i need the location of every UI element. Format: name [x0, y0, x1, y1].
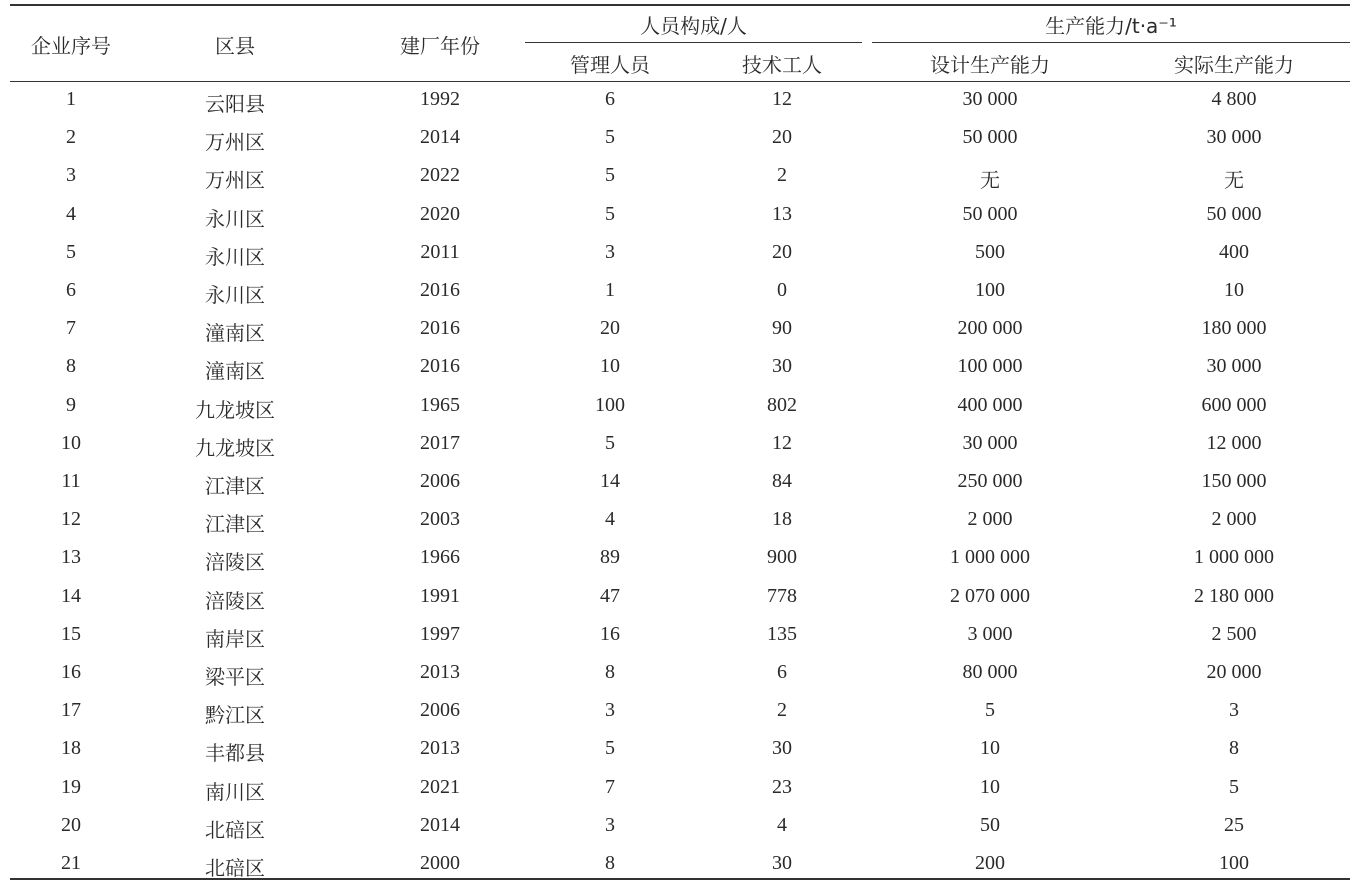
- cell-district: 黔江区: [205, 703, 265, 727]
- header-managers: 管理人员: [570, 53, 650, 77]
- cell-design: 100 000: [957, 355, 1023, 377]
- cell-actual: 12 000: [1206, 432, 1262, 454]
- cell-actual: 25: [1224, 814, 1244, 836]
- cell-year: 1992: [420, 88, 460, 110]
- cell-actual: 2 000: [1211, 508, 1257, 530]
- cell-actual: 1 000 000: [1194, 546, 1274, 568]
- cell-managers: 8: [605, 661, 615, 683]
- cell-actual: 180 000: [1201, 317, 1267, 339]
- cell-design: 200 000: [957, 317, 1023, 339]
- header-rule: [10, 81, 1350, 82]
- cell-actual: 150 000: [1201, 470, 1267, 492]
- cell-year: 2016: [420, 317, 460, 339]
- cell-id: 5: [66, 241, 76, 263]
- cell-workers: 4: [777, 814, 787, 836]
- cell-design: 400 000: [957, 394, 1023, 416]
- cell-design: 500: [975, 241, 1005, 263]
- cell-managers: 1: [605, 279, 615, 301]
- cell-actual: 30 000: [1206, 126, 1262, 148]
- cell-year: 1997: [420, 623, 460, 645]
- cell-year: 2016: [420, 279, 460, 301]
- cell-workers: 2: [777, 699, 787, 721]
- cell-actual: 50 000: [1206, 203, 1262, 225]
- cell-workers: 18: [772, 508, 792, 530]
- cell-id: 21: [61, 852, 81, 874]
- cell-year: 2000: [420, 852, 460, 874]
- cell-id: 11: [61, 470, 81, 492]
- cell-year: 1966: [420, 546, 460, 568]
- cell-id: 17: [61, 699, 81, 721]
- cell-managers: 5: [605, 737, 615, 759]
- cell-district: 万州区: [205, 168, 265, 192]
- cell-district: 永川区: [205, 207, 265, 231]
- cell-managers: 8: [605, 852, 615, 874]
- cell-design: 80 000: [962, 661, 1018, 683]
- cell-id: 2: [66, 126, 76, 148]
- cell-actual: 10: [1224, 279, 1244, 301]
- capacity-group-rule: [872, 42, 1350, 43]
- cell-id: 9: [66, 394, 76, 416]
- cell-actual: 30 000: [1206, 355, 1262, 377]
- cell-managers: 47: [600, 585, 620, 607]
- cell-actual: 400: [1219, 241, 1249, 263]
- cell-district: 涪陵区: [205, 550, 265, 574]
- cell-workers: 2: [777, 164, 787, 186]
- cell-year: 2016: [420, 355, 460, 377]
- cell-managers: 20: [600, 317, 620, 339]
- cell-district: 南岸区: [205, 627, 265, 651]
- cell-workers: 802: [767, 394, 797, 416]
- cell-workers: 900: [767, 546, 797, 568]
- cell-design: 30 000: [962, 432, 1018, 454]
- cell-design: 50 000: [962, 126, 1018, 148]
- cell-workers: 12: [772, 88, 792, 110]
- header-actual-capacity: 实际生产能力: [1174, 53, 1294, 77]
- staff-group-rule: [525, 42, 862, 43]
- cell-year: 2020: [420, 203, 460, 225]
- cell-workers: 12: [772, 432, 792, 454]
- cell-district: 万州区: [205, 130, 265, 154]
- cell-id: 4: [66, 203, 76, 225]
- cell-year: 2013: [420, 737, 460, 759]
- cell-id: 20: [61, 814, 81, 836]
- cell-id: 18: [61, 737, 81, 759]
- cell-managers: 89: [600, 546, 620, 568]
- cell-id: 12: [61, 508, 81, 530]
- cell-district: 九龙坡区: [195, 436, 275, 460]
- cell-id: 3: [66, 164, 76, 186]
- cell-managers: 5: [605, 203, 615, 225]
- cell-id: 13: [61, 546, 81, 568]
- cell-actual: 100: [1219, 852, 1249, 874]
- header-workers: 技术工人: [742, 53, 822, 77]
- cell-year: 1965: [420, 394, 460, 416]
- cell-managers: 3: [605, 814, 615, 836]
- cell-workers: 90: [772, 317, 792, 339]
- cell-district: 永川区: [205, 283, 265, 307]
- cell-managers: 6: [605, 88, 615, 110]
- cell-actual: 2 500: [1211, 623, 1257, 645]
- cell-district: 潼南区: [205, 321, 265, 345]
- cell-design: 无: [980, 170, 1000, 192]
- cell-id: 14: [61, 585, 81, 607]
- cell-managers: 100: [595, 394, 625, 416]
- cell-workers: 30: [772, 355, 792, 377]
- header-build-year: 建厂年份: [400, 34, 480, 58]
- cell-design: 50: [980, 814, 1000, 836]
- cell-year: 2014: [420, 126, 460, 148]
- cell-workers: 30: [772, 737, 792, 759]
- cell-district: 丰都县: [205, 741, 265, 765]
- cell-design: 50 000: [962, 203, 1018, 225]
- cell-year: 2006: [420, 699, 460, 721]
- cell-actual: 2 180 000: [1194, 585, 1274, 607]
- cell-year: 2022: [420, 164, 460, 186]
- cell-district: 江津区: [205, 474, 265, 498]
- header-district: 区县: [215, 34, 255, 58]
- cell-district: 潼南区: [205, 359, 265, 383]
- cell-id: 15: [61, 623, 81, 645]
- header-enterprise-id: 企业序号: [31, 34, 111, 58]
- top-rule: [10, 4, 1350, 6]
- cell-workers: 13: [772, 203, 792, 225]
- cell-design: 200: [975, 852, 1005, 874]
- cell-design: 100: [975, 279, 1005, 301]
- cell-design: 30 000: [962, 88, 1018, 110]
- cell-year: 2006: [420, 470, 460, 492]
- cell-id: 10: [61, 432, 81, 454]
- cell-actual: 4 800: [1211, 88, 1257, 110]
- cell-managers: 7: [605, 776, 615, 798]
- cell-district: 南川区: [205, 780, 265, 804]
- cell-district: 梁平区: [205, 665, 265, 689]
- cell-design: 2 000: [967, 508, 1013, 530]
- cell-district: 永川区: [205, 245, 265, 269]
- cell-design: 250 000: [957, 470, 1023, 492]
- data-table: [10, 0, 1350, 882]
- cell-managers: 5: [605, 432, 615, 454]
- header-design-capacity: 设计生产能力: [930, 53, 1050, 77]
- cell-managers: 14: [600, 470, 620, 492]
- cell-year: 2011: [420, 241, 460, 263]
- cell-district: 云阳县: [205, 92, 265, 116]
- cell-district: 北碚区: [205, 856, 265, 880]
- cell-workers: 84: [772, 470, 792, 492]
- cell-managers: 5: [605, 164, 615, 186]
- header-staff-group: 人员构成/人: [640, 14, 747, 38]
- cell-id: 6: [66, 279, 76, 301]
- cell-managers: 3: [605, 699, 615, 721]
- cell-design: 10: [980, 776, 1000, 798]
- cell-workers: 6: [777, 661, 787, 683]
- cell-actual: 8: [1229, 737, 1239, 759]
- cell-design: 1 000 000: [950, 546, 1030, 568]
- cell-design: 2 070 000: [950, 585, 1030, 607]
- cell-actual: 3: [1229, 699, 1239, 721]
- cell-district: 涪陵区: [205, 589, 265, 613]
- cell-year: 1991: [420, 585, 460, 607]
- cell-year: 2014: [420, 814, 460, 836]
- cell-actual: 20 000: [1206, 661, 1262, 683]
- cell-actual: 无: [1224, 170, 1244, 192]
- cell-design: 10: [980, 737, 1000, 759]
- cell-year: 2013: [420, 661, 460, 683]
- cell-managers: 4: [605, 508, 615, 530]
- cell-year: 2017: [420, 432, 460, 454]
- cell-managers: 16: [600, 623, 620, 645]
- cell-workers: 778: [767, 585, 797, 607]
- cell-design: 3 000: [967, 623, 1013, 645]
- cell-actual: 5: [1229, 776, 1239, 798]
- cell-year: 2021: [420, 776, 460, 798]
- cell-workers: 20: [772, 126, 792, 148]
- cell-workers: 20: [772, 241, 792, 263]
- cell-id: 19: [61, 776, 81, 798]
- header-capacity-group: 生产能力/t·a⁻¹: [1045, 14, 1177, 38]
- cell-id: 1: [66, 88, 76, 110]
- cell-district: 九龙坡区: [195, 398, 275, 422]
- cell-id: 16: [61, 661, 81, 683]
- cell-managers: 10: [600, 355, 620, 377]
- cell-workers: 0: [777, 279, 787, 301]
- cell-managers: 5: [605, 126, 615, 148]
- cell-district: 北碚区: [205, 818, 265, 842]
- cell-design: 5: [985, 699, 995, 721]
- cell-workers: 135: [767, 623, 797, 645]
- cell-actual: 600 000: [1201, 394, 1267, 416]
- cell-district: 江津区: [205, 512, 265, 536]
- cell-workers: 23: [772, 776, 792, 798]
- cell-workers: 30: [772, 852, 792, 874]
- cell-id: 8: [66, 355, 76, 377]
- cell-managers: 3: [605, 241, 615, 263]
- cell-id: 7: [66, 317, 76, 339]
- cell-year: 2003: [420, 508, 460, 530]
